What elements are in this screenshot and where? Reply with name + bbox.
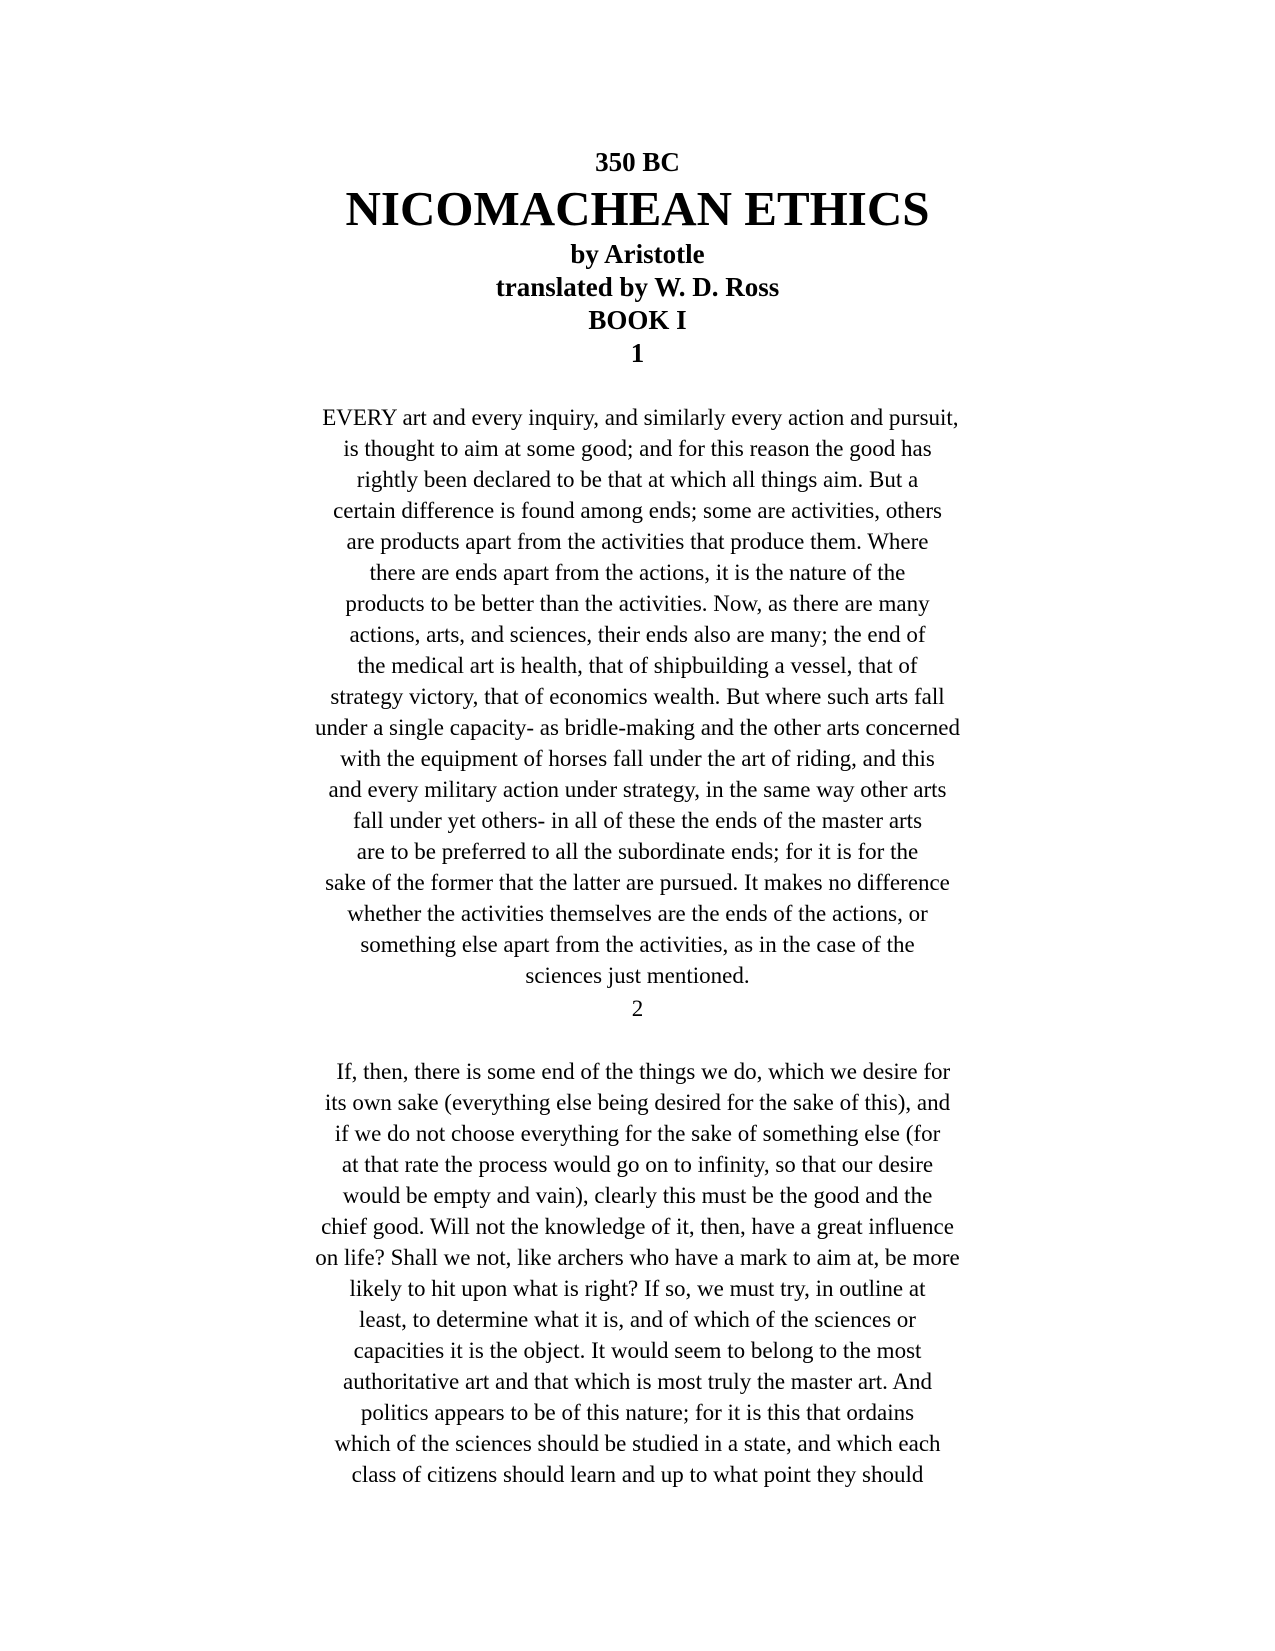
paragraph-line: would be empty and vain), clearly this must be the good and the (342, 1183, 933, 1208)
paragraph-line: on life? Shall we not, like archers who have a mark to aim at, be more (315, 1245, 960, 1270)
paragraph-section-1 (0, 402, 1275, 991)
paragraph-line: capacities it is the object. It would seem to belong to the most (353, 1338, 922, 1363)
paragraph-line: if we do not choose everything for the sake of something else (for (334, 1121, 941, 1146)
paragraph-line: chief good. Will not the knowledge of it, then, have a great influence (321, 1214, 954, 1239)
paragraph-line: is thought to aim at some good; and for this reason the good has (343, 436, 932, 461)
translator-line: translated by W. D. Ross (495, 272, 780, 302)
paragraph-line: authoritative art and that which is most truly the master art. And (343, 1369, 932, 1394)
paragraph-line: products to be better than the activities. Now, as there are many (345, 591, 930, 616)
paragraph-line: whether the activities themselves are the ends of the actions, or (347, 901, 928, 926)
paragraph-line: actions, arts, and sciences, their ends also are many; the end of (349, 622, 926, 647)
paragraph-line: are to be preferred to all the subordinate ends; for it is for the (356, 839, 919, 864)
paragraph-line: fall under yet others- in all of these the ends of the master arts (352, 808, 923, 833)
book-heading: BOOK I (588, 305, 687, 335)
paragraph-line: class of citizens should learn and up to what point they should (351, 1462, 924, 1487)
paragraph-line: and every military action under strategy, in the same way other arts (328, 777, 947, 802)
paragraph-line: strategy victory, that of economics wealth. But where such arts fall (330, 684, 945, 709)
paragraph-line: under a single capacity- as bridle-making and the other arts concerned (314, 715, 960, 740)
paragraph-line: something else apart from the activities, as in the case of the (360, 932, 915, 957)
date-heading: 350 BC (595, 147, 680, 177)
paragraph-line: which of the sciences should be studied in a state, and which each (334, 1431, 941, 1456)
paragraph-section-2 (0, 1056, 1275, 1490)
paragraph-line: politics appears to be of this nature; for it is this that ordains (360, 1400, 915, 1425)
paragraph-line: likely to hit upon what is right? If so, we must try, in outline at (349, 1276, 926, 1301)
paragraph-line: with the equipment of horses fall under the art of riding, and this (340, 746, 935, 771)
paragraph-line: sake of the former that the latter are pursued. It makes no difference (325, 870, 950, 895)
paragraph-line: rightly been declared to be that at which all things aim. But a (356, 467, 919, 492)
paragraph-line: If, then, there is some end of the things we do, which we desire for (324, 1059, 951, 1084)
page-title: NICOMACHEAN ETHICS (345, 181, 930, 236)
chapter-1-number: 1 (630, 338, 645, 368)
paragraph-line: EVERY art and every inquiry, and similarly every action and pursuit, (316, 405, 959, 430)
paragraph-line: the medical art is health, that of shipbuilding a vessel, that of (357, 653, 918, 678)
paragraph-line: least, to determine what it is, and of which of the sciences or (359, 1307, 916, 1332)
paragraph-line: its own sake (everything else being desired for the sake of this), and (324, 1090, 951, 1115)
paragraph-line: there are ends apart from the actions, it is the nature of the (369, 560, 906, 585)
author-line: by Aristotle (570, 239, 705, 269)
paragraph-line: certain difference is found among ends; some are activities, others (333, 498, 942, 523)
paragraph-line: sciences just mentioned. (525, 963, 750, 988)
chapter-2-number: 2 (631, 996, 644, 1021)
paragraph-line: are products apart from the activities that produce them. Where (346, 529, 929, 554)
paragraph-line: at that rate the process would go on to infinity, so that our desire (341, 1152, 934, 1177)
